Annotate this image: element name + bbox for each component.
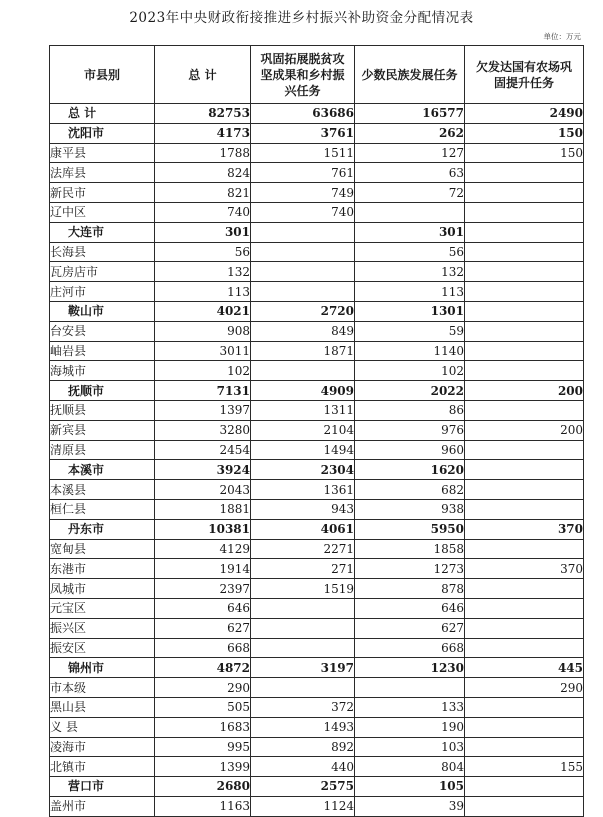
cell-total: 505 bbox=[155, 697, 251, 717]
cell-county: 东港市 bbox=[50, 559, 155, 579]
cell-farm bbox=[465, 440, 584, 460]
cell-consolidate bbox=[251, 678, 355, 698]
cell-minority: 960 bbox=[355, 440, 465, 460]
cell-farm bbox=[465, 777, 584, 797]
cell-minority: 1273 bbox=[355, 559, 465, 579]
col-header-farm bbox=[465, 46, 584, 104]
page-title: 2023年中央财政衔接推进乡村振兴补助资金分配情况表 bbox=[129, 10, 474, 26]
cell-county: 康平县 bbox=[50, 143, 155, 163]
cell-farm bbox=[465, 202, 584, 222]
cell-minority: 668 bbox=[355, 638, 465, 658]
cell-farm bbox=[465, 598, 584, 618]
col-header-minority: 少数民族发展任务 bbox=[355, 46, 465, 104]
cell-farm: 370 bbox=[465, 559, 584, 579]
cell-minority: 262 bbox=[355, 123, 465, 143]
cell-minority: 301 bbox=[355, 222, 465, 242]
cell-county: 鞍山市 bbox=[50, 301, 155, 321]
table-row bbox=[50, 123, 584, 143]
cell-minority: 16577 bbox=[355, 104, 465, 124]
cell-total: 1914 bbox=[155, 559, 251, 579]
cell-minority: 976 bbox=[355, 420, 465, 440]
cell-farm bbox=[465, 697, 584, 717]
cell-farm bbox=[465, 282, 584, 302]
cell-consolidate: 1124 bbox=[251, 796, 355, 816]
cell-farm bbox=[465, 737, 584, 757]
table-row bbox=[50, 579, 584, 599]
cell-total: 668 bbox=[155, 638, 251, 658]
cell-minority: 86 bbox=[355, 400, 465, 420]
cell-county: 辽中区 bbox=[50, 202, 155, 222]
table-row bbox=[50, 420, 584, 440]
cell-minority: 132 bbox=[355, 262, 465, 282]
cell-county: 清原县 bbox=[50, 440, 155, 460]
table-row bbox=[50, 381, 584, 401]
cell-total: 113 bbox=[155, 282, 251, 302]
cell-consolidate: 4909 bbox=[251, 381, 355, 401]
cell-farm bbox=[465, 480, 584, 500]
table-row bbox=[50, 282, 584, 302]
cell-county: 总 计 bbox=[50, 104, 155, 124]
cell-minority: 113 bbox=[355, 282, 465, 302]
cell-total: 3924 bbox=[155, 460, 251, 480]
cell-minority: 105 bbox=[355, 777, 465, 797]
cell-total: 1397 bbox=[155, 400, 251, 420]
cell-farm: 445 bbox=[465, 658, 584, 678]
cell-county: 凌海市 bbox=[50, 737, 155, 757]
cell-consolidate: 749 bbox=[251, 183, 355, 203]
table-row bbox=[50, 321, 584, 341]
cell-total: 56 bbox=[155, 242, 251, 262]
cell-consolidate bbox=[251, 262, 355, 282]
cell-minority: 1620 bbox=[355, 460, 465, 480]
cell-county: 锦州市 bbox=[50, 658, 155, 678]
col-header-county: 市县别 bbox=[50, 46, 155, 104]
cell-consolidate: 1871 bbox=[251, 341, 355, 361]
cell-farm bbox=[465, 796, 584, 816]
cell-minority: 1140 bbox=[355, 341, 465, 361]
cell-farm bbox=[465, 460, 584, 480]
table-row bbox=[50, 777, 584, 797]
cell-total: 1881 bbox=[155, 499, 251, 519]
cell-county: 宽甸县 bbox=[50, 539, 155, 559]
table-row bbox=[50, 539, 584, 559]
cell-county: 凤城市 bbox=[50, 579, 155, 599]
cell-total: 740 bbox=[155, 202, 251, 222]
cell-total: 82753 bbox=[155, 104, 251, 124]
cell-farm: 150 bbox=[465, 143, 584, 163]
cell-county: 岫岩县 bbox=[50, 341, 155, 361]
cell-minority: 63 bbox=[355, 163, 465, 183]
cell-county: 瓦房店市 bbox=[50, 262, 155, 282]
table-row bbox=[50, 163, 584, 183]
col-header-total: 总 计 bbox=[155, 46, 251, 104]
table-row bbox=[50, 737, 584, 757]
col-header-consolidate bbox=[251, 46, 355, 104]
table-body bbox=[50, 104, 584, 817]
table-row bbox=[50, 301, 584, 321]
table-row bbox=[50, 341, 584, 361]
cell-farm bbox=[465, 618, 584, 638]
table-row bbox=[50, 183, 584, 203]
cell-county: 市本级 bbox=[50, 678, 155, 698]
cell-total: 1788 bbox=[155, 143, 251, 163]
cell-minority: 1858 bbox=[355, 539, 465, 559]
cell-total: 132 bbox=[155, 262, 251, 282]
cell-minority: 103 bbox=[355, 737, 465, 757]
cell-consolidate: 943 bbox=[251, 499, 355, 519]
cell-farm bbox=[465, 262, 584, 282]
cell-total: 3280 bbox=[155, 420, 251, 440]
cell-farm bbox=[465, 163, 584, 183]
cell-county: 振安区 bbox=[50, 638, 155, 658]
cell-total: 301 bbox=[155, 222, 251, 242]
table-row bbox=[50, 697, 584, 717]
cell-farm bbox=[465, 539, 584, 559]
cell-county: 新民市 bbox=[50, 183, 155, 203]
cell-total: 908 bbox=[155, 321, 251, 341]
cell-total: 824 bbox=[155, 163, 251, 183]
cell-county: 振兴区 bbox=[50, 618, 155, 638]
cell-total: 10381 bbox=[155, 519, 251, 539]
cell-farm: 200 bbox=[465, 381, 584, 401]
cell-consolidate bbox=[251, 598, 355, 618]
table-row bbox=[50, 143, 584, 163]
cell-consolidate: 4061 bbox=[251, 519, 355, 539]
cell-total: 102 bbox=[155, 361, 251, 381]
cell-consolidate: 849 bbox=[251, 321, 355, 341]
cell-total: 1399 bbox=[155, 757, 251, 777]
cell-minority: 56 bbox=[355, 242, 465, 262]
cell-minority: 682 bbox=[355, 480, 465, 500]
cell-consolidate: 63686 bbox=[251, 104, 355, 124]
cell-farm bbox=[465, 301, 584, 321]
cell-consolidate bbox=[251, 638, 355, 658]
cell-county: 义 县 bbox=[50, 717, 155, 737]
cell-consolidate: 3761 bbox=[251, 123, 355, 143]
cell-minority: 39 bbox=[355, 796, 465, 816]
cell-consolidate: 2271 bbox=[251, 539, 355, 559]
cell-total: 4872 bbox=[155, 658, 251, 678]
table-row bbox=[50, 559, 584, 579]
cell-total: 627 bbox=[155, 618, 251, 638]
cell-total: 995 bbox=[155, 737, 251, 757]
cell-farm bbox=[465, 400, 584, 420]
cell-total: 7131 bbox=[155, 381, 251, 401]
cell-county: 长海县 bbox=[50, 242, 155, 262]
cell-total: 4021 bbox=[155, 301, 251, 321]
cell-consolidate: 372 bbox=[251, 697, 355, 717]
cell-total: 2043 bbox=[155, 480, 251, 500]
cell-minority: 127 bbox=[355, 143, 465, 163]
cell-consolidate: 1311 bbox=[251, 400, 355, 420]
cell-minority: 627 bbox=[355, 618, 465, 638]
cell-minority: 2022 bbox=[355, 381, 465, 401]
cell-total: 2680 bbox=[155, 777, 251, 797]
table-row bbox=[50, 480, 584, 500]
cell-county: 法库县 bbox=[50, 163, 155, 183]
cell-consolidate: 1494 bbox=[251, 440, 355, 460]
cell-consolidate: 2304 bbox=[251, 460, 355, 480]
cell-county: 丹东市 bbox=[50, 519, 155, 539]
cell-farm bbox=[465, 183, 584, 203]
cell-consolidate: 271 bbox=[251, 559, 355, 579]
table-row bbox=[50, 440, 584, 460]
table-row bbox=[50, 104, 584, 124]
cell-consolidate bbox=[251, 361, 355, 381]
table-row bbox=[50, 242, 584, 262]
table-row bbox=[50, 658, 584, 678]
table-row bbox=[50, 519, 584, 539]
cell-farm: 200 bbox=[465, 420, 584, 440]
cell-minority: 878 bbox=[355, 579, 465, 599]
cell-consolidate: 1519 bbox=[251, 579, 355, 599]
cell-minority: 102 bbox=[355, 361, 465, 381]
cell-consolidate bbox=[251, 282, 355, 302]
cell-total: 2454 bbox=[155, 440, 251, 460]
cell-county: 庄河市 bbox=[50, 282, 155, 302]
cell-farm bbox=[465, 499, 584, 519]
unit-label: 单位：万元 bbox=[543, 32, 581, 41]
cell-farm: 290 bbox=[465, 678, 584, 698]
cell-consolidate: 740 bbox=[251, 202, 355, 222]
cell-county: 营口市 bbox=[50, 777, 155, 797]
cell-total: 4173 bbox=[155, 123, 251, 143]
cell-minority: 804 bbox=[355, 757, 465, 777]
table-row bbox=[50, 400, 584, 420]
cell-county: 盖州市 bbox=[50, 796, 155, 816]
cell-minority: 938 bbox=[355, 499, 465, 519]
table-row bbox=[50, 222, 584, 242]
cell-total: 821 bbox=[155, 183, 251, 203]
table-row bbox=[50, 757, 584, 777]
cell-minority: 646 bbox=[355, 598, 465, 618]
cell-farm: 150 bbox=[465, 123, 584, 143]
cell-total: 4129 bbox=[155, 539, 251, 559]
cell-farm: 370 bbox=[465, 519, 584, 539]
table-row bbox=[50, 499, 584, 519]
table-row bbox=[50, 796, 584, 816]
cell-minority: 190 bbox=[355, 717, 465, 737]
col-header-consolidate-text: 巩固拓展脱贫攻坚成果和乡村振兴任务 bbox=[260, 51, 345, 98]
cell-farm bbox=[465, 717, 584, 737]
cell-minority bbox=[355, 202, 465, 222]
cell-minority: 5950 bbox=[355, 519, 465, 539]
table-row bbox=[50, 202, 584, 222]
cell-consolidate: 1361 bbox=[251, 480, 355, 500]
cell-consolidate: 3197 bbox=[251, 658, 355, 678]
cell-consolidate bbox=[251, 618, 355, 638]
table-header-row bbox=[50, 46, 584, 104]
cell-farm bbox=[465, 579, 584, 599]
cell-total: 2397 bbox=[155, 579, 251, 599]
cell-county: 大连市 bbox=[50, 222, 155, 242]
cell-total: 1683 bbox=[155, 717, 251, 737]
cell-consolidate: 2104 bbox=[251, 420, 355, 440]
cell-county: 抚顺县 bbox=[50, 400, 155, 420]
col-header-farm-text: 欠发达国有农场巩固提升任务 bbox=[475, 59, 572, 90]
table-row bbox=[50, 678, 584, 698]
cell-county: 元宝区 bbox=[50, 598, 155, 618]
cell-farm bbox=[465, 341, 584, 361]
table-row bbox=[50, 618, 584, 638]
table-row bbox=[50, 262, 584, 282]
allocation-table bbox=[49, 45, 584, 817]
table-row bbox=[50, 717, 584, 737]
cell-consolidate bbox=[251, 222, 355, 242]
cell-farm bbox=[465, 321, 584, 341]
cell-minority: 1301 bbox=[355, 301, 465, 321]
cell-consolidate: 440 bbox=[251, 757, 355, 777]
cell-total: 290 bbox=[155, 678, 251, 698]
cell-farm: 155 bbox=[465, 757, 584, 777]
cell-total: 646 bbox=[155, 598, 251, 618]
cell-minority: 133 bbox=[355, 697, 465, 717]
cell-county: 台安县 bbox=[50, 321, 155, 341]
cell-consolidate: 2575 bbox=[251, 777, 355, 797]
table-row bbox=[50, 598, 584, 618]
cell-county: 本溪市 bbox=[50, 460, 155, 480]
cell-county: 本溪县 bbox=[50, 480, 155, 500]
cell-consolidate: 892 bbox=[251, 737, 355, 757]
cell-consolidate: 1493 bbox=[251, 717, 355, 737]
cell-farm bbox=[465, 361, 584, 381]
cell-total: 1163 bbox=[155, 796, 251, 816]
cell-county: 沈阳市 bbox=[50, 123, 155, 143]
cell-consolidate: 1511 bbox=[251, 143, 355, 163]
cell-minority bbox=[355, 678, 465, 698]
cell-county: 海城市 bbox=[50, 361, 155, 381]
cell-county: 新宾县 bbox=[50, 420, 155, 440]
table-row bbox=[50, 638, 584, 658]
cell-consolidate bbox=[251, 242, 355, 262]
cell-minority: 72 bbox=[355, 183, 465, 203]
cell-county: 黑山县 bbox=[50, 697, 155, 717]
cell-minority: 59 bbox=[355, 321, 465, 341]
table-row bbox=[50, 361, 584, 381]
cell-farm: 2490 bbox=[465, 104, 584, 124]
cell-minority: 1230 bbox=[355, 658, 465, 678]
cell-farm bbox=[465, 242, 584, 262]
cell-county: 桓仁县 bbox=[50, 499, 155, 519]
cell-county: 抚顺市 bbox=[50, 381, 155, 401]
cell-county: 北镇市 bbox=[50, 757, 155, 777]
cell-farm bbox=[465, 222, 584, 242]
cell-consolidate: 2720 bbox=[251, 301, 355, 321]
table-row bbox=[50, 460, 584, 480]
cell-total: 3011 bbox=[155, 341, 251, 361]
cell-consolidate: 761 bbox=[251, 163, 355, 183]
cell-farm bbox=[465, 638, 584, 658]
